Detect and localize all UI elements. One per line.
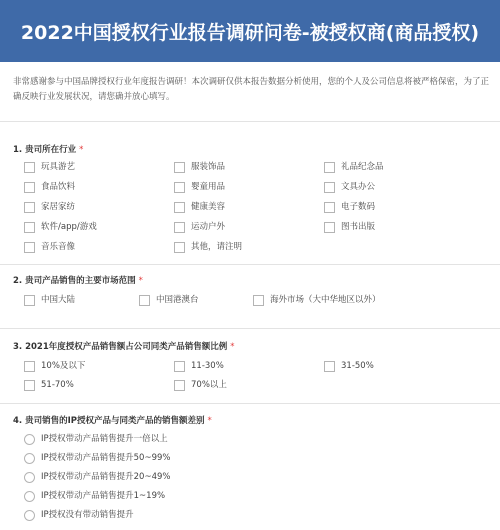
checkbox[interactable]: [174, 162, 185, 173]
checkbox[interactable]: [24, 242, 35, 253]
radio-button[interactable]: [24, 453, 35, 464]
checkbox[interactable]: [24, 182, 35, 193]
q1-option-beauty[interactable]: 健康美容: [174, 202, 225, 213]
q1-option-stationery[interactable]: 文具办公: [324, 182, 375, 193]
q1-option-toys[interactable]: 玩具游艺: [24, 162, 75, 173]
required-mark: *: [138, 276, 143, 286]
checkbox[interactable]: [253, 295, 264, 306]
checkbox[interactable]: [324, 222, 335, 233]
q1-option-other[interactable]: 其他，请注明: [174, 242, 242, 253]
checkbox[interactable]: [174, 361, 185, 372]
checkbox[interactable]: [324, 202, 335, 213]
survey-title: 2022中国授权行业报告调研问卷-被授权商(商品授权): [20, 21, 480, 44]
q1-option-gifts[interactable]: 礼品纪念品: [324, 162, 384, 173]
q4-option-none[interactable]: IP授权没有带动销售提升: [24, 510, 134, 521]
checkbox[interactable]: [139, 295, 150, 306]
checkbox[interactable]: [324, 182, 335, 193]
required-mark: *: [230, 342, 235, 352]
q3-option-51-70[interactable]: 51-70%: [24, 380, 74, 391]
q4-option-20-49[interactable]: IP授权带动产品销售提升20~49%: [24, 472, 170, 483]
radio-button[interactable]: [24, 491, 35, 502]
q2-option-mainland[interactable]: 中国大陆: [24, 295, 75, 306]
divider: [0, 403, 500, 404]
q3-option-31-50[interactable]: 31-50%: [324, 361, 374, 372]
radio-button[interactable]: [24, 472, 35, 483]
question-1-title: 1. 贵司所在行业 *: [13, 145, 84, 155]
q3-option-under-10[interactable]: 10%及以下: [24, 361, 85, 372]
q1-option-food[interactable]: 食品饮料: [24, 182, 75, 193]
required-mark: *: [207, 416, 212, 426]
checkbox[interactable]: [174, 182, 185, 193]
checkbox[interactable]: [24, 202, 35, 213]
checkbox[interactable]: [24, 162, 35, 173]
q1-option-sports[interactable]: 运动户外: [174, 222, 225, 233]
q4-option-50-99[interactable]: IP授权带动产品销售提升50~99%: [24, 453, 170, 464]
q4-option-1-19[interactable]: IP授权带动产品销售提升1~19%: [24, 491, 165, 502]
checkbox[interactable]: [174, 380, 185, 391]
question-3-title: 3. 2021年度授权产品销售额占公司同类产品销售额比例 *: [13, 342, 235, 352]
required-mark: *: [79, 145, 84, 155]
divider: [0, 328, 500, 329]
q1-option-books[interactable]: 图书出版: [324, 222, 375, 233]
question-4-title: 4. 贵司销售的IP授权产品与同类产品的销售额差别 *: [13, 416, 212, 426]
checkbox[interactable]: [174, 242, 185, 253]
checkbox[interactable]: [24, 380, 35, 391]
q1-option-baby[interactable]: 婴童用品: [174, 182, 225, 193]
q2-option-overseas[interactable]: 海外市场（大中华地区以外）: [253, 295, 388, 306]
checkbox[interactable]: [174, 222, 185, 233]
q1-option-home[interactable]: 家居家纺: [24, 202, 75, 213]
checkbox[interactable]: [324, 361, 335, 372]
divider: [0, 264, 500, 265]
q3-option-over-70[interactable]: 70%以上: [174, 380, 227, 391]
question-2-title: 2. 贵司产品销售的主要市场范围 *: [13, 276, 143, 286]
divider: [0, 121, 500, 122]
q2-option-hk-macau-taiwan[interactable]: 中国港澳台: [139, 295, 199, 306]
checkbox[interactable]: [174, 202, 185, 213]
q1-option-music[interactable]: 音乐音像: [24, 242, 75, 253]
survey-header: [0, 0, 500, 62]
q1-option-apparel[interactable]: 服装饰品: [174, 162, 225, 173]
q1-option-software[interactable]: 软件/app/游戏: [24, 222, 97, 233]
checkbox[interactable]: [24, 222, 35, 233]
q3-option-11-30[interactable]: 11-30%: [174, 361, 224, 372]
checkbox[interactable]: [324, 162, 335, 173]
radio-button[interactable]: [24, 434, 35, 445]
radio-button[interactable]: [24, 510, 35, 521]
checkbox[interactable]: [24, 361, 35, 372]
q1-option-electronics[interactable]: 电子数码: [324, 202, 375, 213]
checkbox[interactable]: [24, 295, 35, 306]
q4-option-double[interactable]: IP授权带动产品销售提升一倍以上: [24, 434, 168, 445]
survey-intro: 非常感谢参与中国品牌授权行业年度报告调研！本次调研仅供本报告数据分析使用，您的个人及公司信息将被严格保密，为了正确反映行业发展状况，请您确并放心填写。: [13, 77, 490, 102]
